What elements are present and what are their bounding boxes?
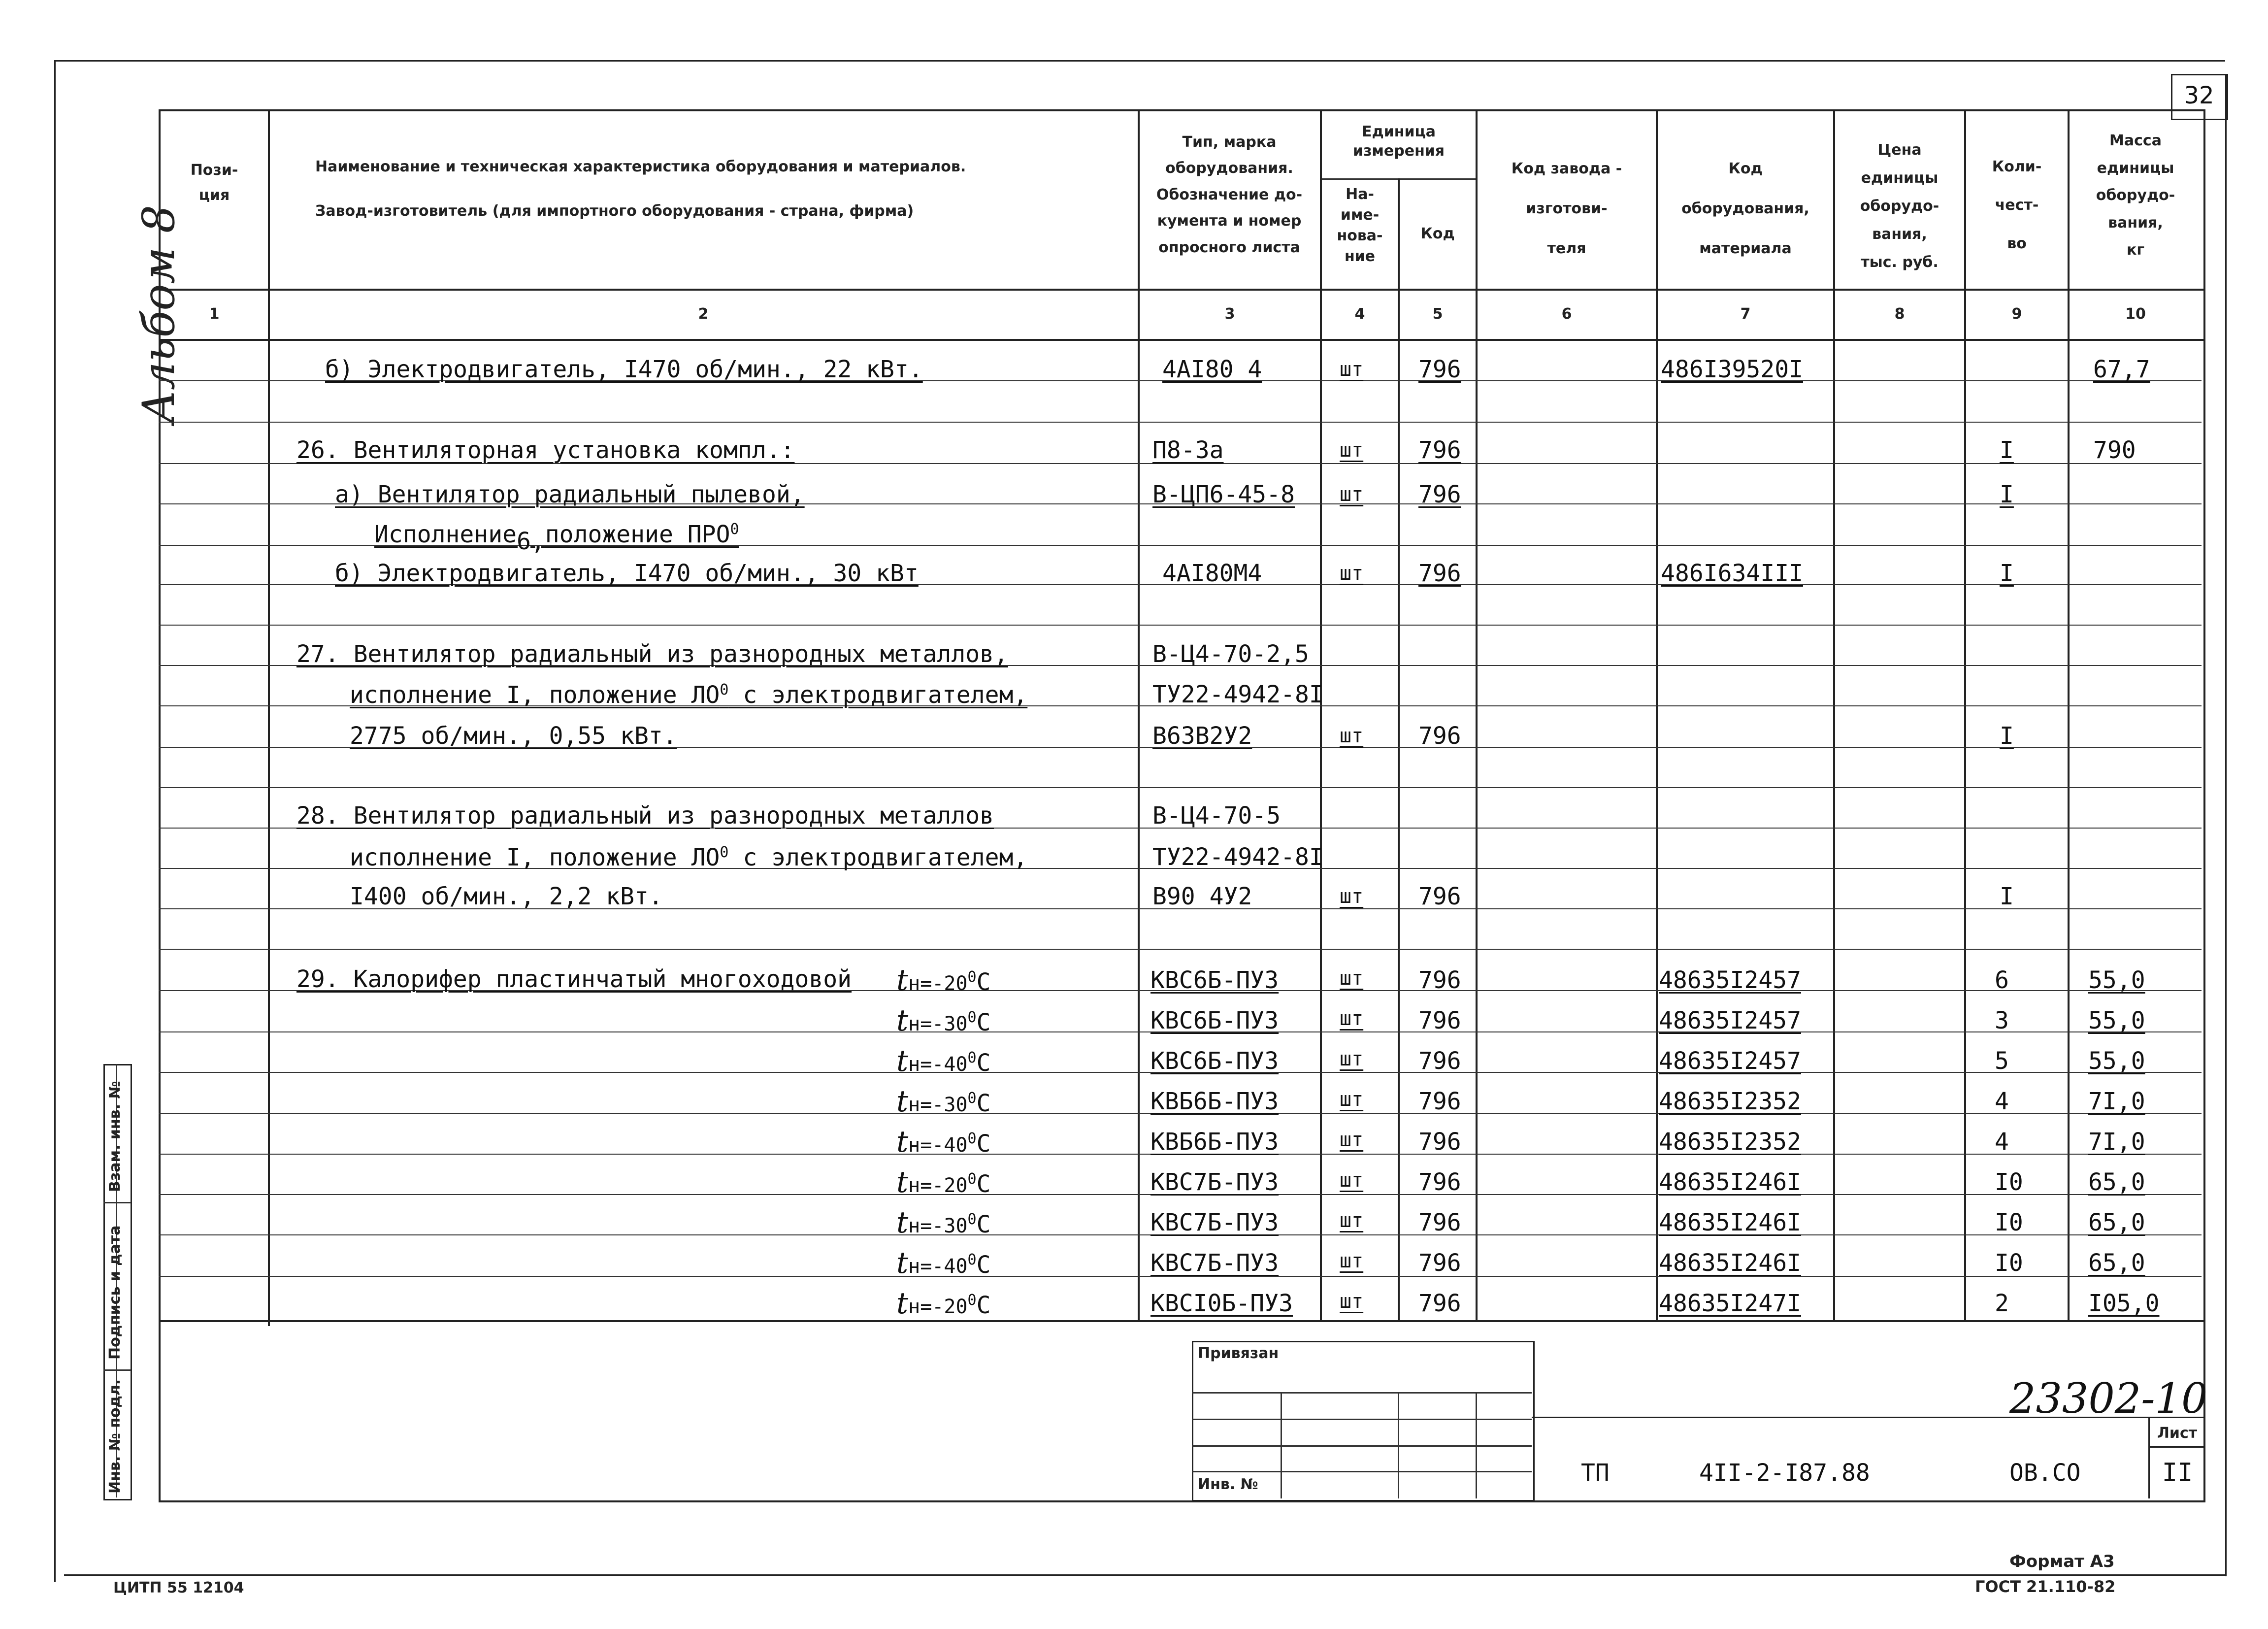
heater-temperature: [896, 1084, 991, 1119]
heater-equipment-code: 48635I246I: [1659, 1209, 1801, 1236]
item-name: а) Вентилятор радиальный пылевой,: [335, 481, 805, 508]
colnum-5: 5: [1432, 305, 1443, 323]
header-equipment-code: Код оборудования, материала: [1681, 160, 1809, 257]
item-mass: 67,7: [2093, 356, 2150, 383]
item-unit: шт: [1340, 725, 1364, 747]
heater-unit-code: 796: [1418, 1209, 1461, 1236]
item-type: ТУ22-4942-8I: [1152, 681, 1323, 708]
stamp-line: [1192, 1445, 1532, 1447]
item-unit: шт: [1340, 439, 1364, 462]
stamp-inv-no: Инв. №: [1198, 1476, 1258, 1493]
temp-degree: 0: [967, 1251, 977, 1268]
side-label-vzam: Взам. инв. №: [106, 1081, 124, 1192]
heater-unit: шт: [1340, 1088, 1364, 1111]
heater-type: КВС6Б-ПУЗ: [1150, 1047, 1279, 1075]
item-name: б) Электродвигатель, I470 об/мин., 22 кВт.: [325, 356, 923, 383]
heater-quantity: I0: [1995, 1168, 2023, 1196]
heater-equipment-code: 48635I2352: [1659, 1088, 1801, 1115]
item-mass: 790: [2093, 436, 2136, 464]
col-line-1: [268, 109, 270, 1326]
item-name-part: исполнение I, положение ЛО: [350, 844, 720, 871]
stamp-line: [1192, 1392, 1532, 1394]
colnum-9: 9: [2011, 305, 2022, 323]
heater-quantity: 4: [1995, 1128, 2009, 1156]
stamp-vline: [1476, 1392, 1477, 1498]
header-name-line2: Завод-изготовитель (для импортного оборудования - страна, фирма): [315, 202, 914, 220]
temp-symbol: t: [896, 1286, 909, 1321]
footer-format: Формат А3: [2009, 1552, 2115, 1571]
item-unit-code: 796: [1418, 560, 1461, 587]
heater-unit: шт: [1340, 967, 1364, 990]
temp-unit: C: [976, 1130, 991, 1158]
temp-unit: C: [976, 968, 991, 996]
outer-left-line: [54, 60, 56, 1582]
item-name: 2775 об/мин., 0,55 кВт.: [350, 722, 677, 750]
heater-unit-code: 796: [1418, 1128, 1461, 1156]
item-type: В90 4У2: [1152, 883, 1252, 910]
album-label: Альбом 8: [133, 204, 185, 424]
row-line: [159, 787, 2202, 788]
heater-type: КВС6Б-ПУЗ: [1150, 1007, 1279, 1034]
heater-unit-code: 796: [1418, 1249, 1461, 1277]
heater-quantity: 2: [1995, 1290, 2009, 1317]
stamp-line: [1192, 1419, 1532, 1420]
handwritten-doc-number: 23302-10: [2009, 1374, 2208, 1423]
heater-type: КВБ6Б-ПУЗ: [1150, 1128, 1279, 1156]
item-type: 4AI80 4: [1162, 356, 1262, 383]
item-equipment-code: 486I634III: [1661, 560, 1803, 587]
heater-mass: 65,0: [2088, 1249, 2145, 1277]
heater-quantity: 3: [1995, 1007, 2009, 1034]
temp-degree: 0: [967, 1009, 977, 1026]
stamp-privyazan: Привязан: [1198, 1345, 1279, 1362]
temp-degree: 0: [967, 968, 977, 986]
item-type: В-Ц4-70-5: [1152, 802, 1281, 830]
heater-mass: 7I,0: [2088, 1128, 2145, 1156]
item-name: [374, 521, 739, 555]
item-name-part: с электродвигателем,: [728, 844, 1028, 871]
item-name: I400 об/мин., 2,2 кВт.: [350, 883, 663, 910]
heater-type: КВС7Б-ПУЗ: [1150, 1249, 1279, 1277]
item-name: 26. Вентиляторная установка компл.:: [296, 436, 795, 464]
item-unit: шт: [1340, 358, 1364, 381]
heater-quantity: I0: [1995, 1209, 2023, 1236]
col-line-7: [1833, 109, 1835, 1321]
item-quantity: I: [2000, 481, 2014, 508]
header-factory-code: Код завода - изготови- теля: [1511, 160, 1622, 257]
item-quantity: I: [2000, 436, 2014, 464]
heater-equipment-code: 48635I246I: [1659, 1168, 1801, 1196]
item-name-part: с электродвигателем,: [728, 681, 1028, 709]
heater-unit-code: 796: [1418, 1088, 1461, 1115]
colnum-bottom-line: [159, 339, 2203, 341]
temp-degree: 0: [967, 1170, 977, 1188]
temp-unit: C: [976, 1292, 991, 1319]
item-unit-code: 796: [1418, 356, 1461, 383]
item-unit-code: 796: [1418, 436, 1461, 464]
heater-quantity: I0: [1995, 1249, 2023, 1277]
side-stamp-line: [103, 1202, 131, 1203]
temp-value: н=-40: [908, 1053, 968, 1076]
row-line: [159, 949, 2202, 950]
heater-type: КВБ6Б-ПУЗ: [1150, 1088, 1279, 1115]
item-name: [350, 845, 1027, 869]
temp-degree: 0: [967, 1211, 977, 1228]
heater-mass: 55,0: [2088, 1007, 2145, 1034]
footer-left: ЦИТП 55 12104: [113, 1579, 244, 1596]
colnum-8: 8: [1894, 305, 1905, 323]
heater-equipment-code: 48635I2457: [1659, 1007, 1801, 1034]
heater-temperature: [896, 1003, 991, 1038]
project-number: 4II-2-I87.88: [1699, 1459, 1870, 1487]
heater-mass: 65,0: [2088, 1168, 2145, 1196]
temp-unit: C: [976, 1009, 991, 1036]
item-name: 29. Калорифер пластинчатый многоходовой: [296, 965, 852, 993]
heater-equipment-code: 48635I247I: [1659, 1290, 1801, 1317]
heater-temperature: [896, 1286, 991, 1321]
item-type: ТУ22-4942-8I: [1152, 843, 1323, 871]
outer-bottom-line: [64, 1574, 2226, 1576]
item-name: [350, 683, 1027, 707]
temp-unit: C: [976, 1170, 991, 1198]
temp-unit: C: [976, 1049, 991, 1077]
item-type: В-Ц4-70-2,5: [1152, 640, 1309, 668]
item-name-part: 6,: [516, 528, 545, 555]
colnum-1: 1: [209, 305, 220, 323]
heater-mass: 55,0: [2088, 966, 2145, 994]
col-line-8: [1964, 109, 1966, 1321]
heater-unit-code: 796: [1418, 966, 1461, 994]
tp-label: ТП: [1581, 1459, 1610, 1487]
header-unit-name: На- име- нова- ние: [1337, 186, 1383, 265]
item-name-sup: 0: [720, 844, 729, 861]
heater-quantity: 5: [1995, 1047, 2009, 1075]
heater-mass: 7I,0: [2088, 1088, 2145, 1115]
list-box-mid: [2148, 1446, 2203, 1448]
heater-equipment-code: 48635I2457: [1659, 966, 1801, 994]
heater-mass: I05,0: [2088, 1290, 2160, 1317]
heater-equipment-code: 48635I246I: [1659, 1249, 1801, 1277]
table-body-bottom: [159, 1320, 2203, 1322]
item-name-part: исполнение I, положение ЛО: [350, 681, 720, 709]
header-unit-code: Код: [1420, 225, 1455, 242]
temp-unit: C: [976, 1090, 991, 1117]
item-name-part: Исполнение: [374, 521, 517, 548]
colnum-2: 2: [698, 305, 709, 323]
heater-unit: шт: [1340, 1250, 1364, 1272]
heater-unit: шт: [1340, 1048, 1364, 1070]
list-number: II: [2162, 1458, 2193, 1488]
item-type: В63В2У2: [1152, 722, 1252, 750]
footer-gost: ГОСТ 21.110-82: [1975, 1577, 2116, 1596]
item-name: 28. Вентилятор радиальный из разнородных металлов: [296, 802, 994, 830]
temp-symbol: t: [896, 1246, 909, 1280]
heater-temperature: [896, 1127, 991, 1157]
temp-symbol: t: [896, 963, 909, 997]
row-line: [159, 422, 2202, 423]
heater-quantity: 6: [1995, 966, 2009, 994]
heater-mass: 55,0: [2088, 1047, 2145, 1075]
item-unit-code: 796: [1418, 722, 1461, 750]
heater-unit-code: 796: [1418, 1290, 1461, 1317]
heater-equipment-code: 48635I2457: [1659, 1047, 1801, 1075]
temp-symbol: t: [896, 1165, 909, 1199]
item-name-sup: 0: [720, 681, 729, 698]
temp-degree: 0: [967, 1292, 977, 1309]
temp-value: н=-30: [908, 1013, 968, 1035]
sheet-number: 32: [2184, 82, 2214, 109]
temp-symbol: t: [896, 1084, 909, 1119]
heater-temperature: [896, 1248, 991, 1278]
temp-degree: 0: [967, 1130, 977, 1147]
temp-symbol: t: [896, 1044, 909, 1078]
item-name-sup: 0: [730, 521, 739, 538]
item-type: 4AI80M4: [1162, 560, 1262, 587]
temp-symbol: t: [896, 1205, 909, 1240]
header-name-line1: Наименование и техническая характеристика оборудования и материалов.: [315, 158, 966, 175]
temp-degree: 0: [967, 1090, 977, 1107]
item-quantity: I: [2000, 722, 2014, 750]
heater-unit-code: 796: [1418, 1047, 1461, 1075]
temp-degree: 0: [967, 1049, 977, 1066]
side-label-inv-podl: Инв. № подл.: [106, 1379, 124, 1494]
temp-value: н=-30: [908, 1215, 968, 1237]
col-line-2: [1138, 109, 1140, 1321]
item-name-part: положение ПРО: [545, 521, 730, 548]
colnum-3: 3: [1224, 305, 1235, 323]
temp-value: н=-40: [908, 1134, 968, 1157]
col-line-6: [1656, 109, 1658, 1321]
heater-type: КВСI0Б-ПУЗ: [1150, 1290, 1293, 1317]
heater-unit: шт: [1340, 1169, 1364, 1192]
col-line-9: [2068, 109, 2070, 1321]
item-type: В-ЦП6-45-8: [1152, 481, 1295, 508]
temp-symbol: t: [896, 1125, 909, 1159]
item-equipment-code: 486I39520I: [1661, 356, 1803, 383]
outer-top-line: [54, 60, 2225, 62]
heater-unit: шт: [1340, 1007, 1364, 1030]
item-unit-code: 796: [1418, 481, 1461, 508]
header-mass: Масса единицы оборудо- вания, кг: [2096, 132, 2175, 259]
header-unit-group: Единица измерения: [1352, 123, 1445, 160]
side-stamp-line: [103, 1369, 131, 1371]
row-line: [159, 625, 2202, 626]
item-unit-code: 796: [1418, 883, 1461, 910]
heater-quantity: 4: [1995, 1088, 2009, 1115]
header-price: Цена единицы оборудо- вания, тыс. руб.: [1860, 141, 1939, 271]
item-unit: шт: [1340, 483, 1364, 506]
temp-value: н=-20: [908, 1174, 968, 1197]
col-line-5: [1476, 109, 1478, 1321]
heater-unit: шт: [1340, 1290, 1364, 1313]
temp-value: н=-20: [908, 1296, 968, 1318]
heater-equipment-code: 48635I2352: [1659, 1128, 1801, 1156]
heater-temperature: [896, 965, 991, 995]
heater-temperature: [896, 1046, 991, 1076]
col-line-3: [1320, 109, 1322, 1321]
header-quantity: Коли- чест- во: [1992, 158, 2042, 252]
heater-type: КВС6Б-ПУЗ: [1150, 966, 1279, 994]
item-quantity: I: [2000, 560, 2014, 587]
stamp-line: [1192, 1471, 1532, 1472]
heater-unit-code: 796: [1418, 1168, 1461, 1196]
list-label: Лист: [2157, 1425, 2198, 1442]
header-position: Пози- ция: [190, 162, 238, 204]
item-quantity: I: [2000, 883, 2014, 910]
stamp-vline: [1281, 1392, 1282, 1498]
item-name: 27. Вентилятор радиальный из разнородных металлов,: [296, 640, 1008, 668]
stamp-vline: [1398, 1392, 1399, 1498]
col-line-4: [1398, 178, 1400, 1321]
item-type: П8-3а: [1152, 436, 1224, 464]
temp-value: н=-20: [908, 972, 968, 995]
item-unit: шт: [1340, 885, 1364, 908]
outer-right-line: [2225, 74, 2227, 1576]
colnum-7: 7: [1740, 305, 1751, 323]
heater-temperature: [896, 1205, 991, 1240]
temp-value: н=-30: [908, 1094, 968, 1116]
header-type: Тип, марка оборудования. Обозначение до- кумента и номер опросного листа: [1156, 133, 1303, 256]
heater-mass: 65,0: [2088, 1209, 2145, 1236]
temp-unit: C: [976, 1251, 991, 1279]
heater-temperature: [896, 1167, 991, 1197]
heater-type: КВС7Б-ПУЗ: [1150, 1209, 1279, 1236]
temp-symbol: t: [896, 1003, 909, 1038]
side-label-podpis: Подпись и дата: [106, 1225, 124, 1360]
item-unit: шт: [1340, 562, 1364, 585]
section-code: ОВ.СО: [2009, 1459, 2081, 1487]
temp-unit: C: [976, 1211, 991, 1238]
heater-unit: шт: [1340, 1209, 1364, 1232]
heater-unit: шт: [1340, 1129, 1364, 1151]
list-box-left: [2148, 1417, 2150, 1498]
temp-value: н=-40: [908, 1255, 968, 1278]
heater-type: КВС7Б-ПУЗ: [1150, 1168, 1279, 1196]
item-name: б) Электродвигатель, I470 об/мин., 30 кВт: [335, 560, 919, 587]
colnum-10: 10: [2125, 305, 2146, 323]
colnum-6: 6: [1561, 305, 1572, 323]
header-bottom-line: [159, 289, 2203, 291]
heater-unit-code: 796: [1418, 1007, 1461, 1034]
colnum-4: 4: [1354, 305, 1365, 323]
